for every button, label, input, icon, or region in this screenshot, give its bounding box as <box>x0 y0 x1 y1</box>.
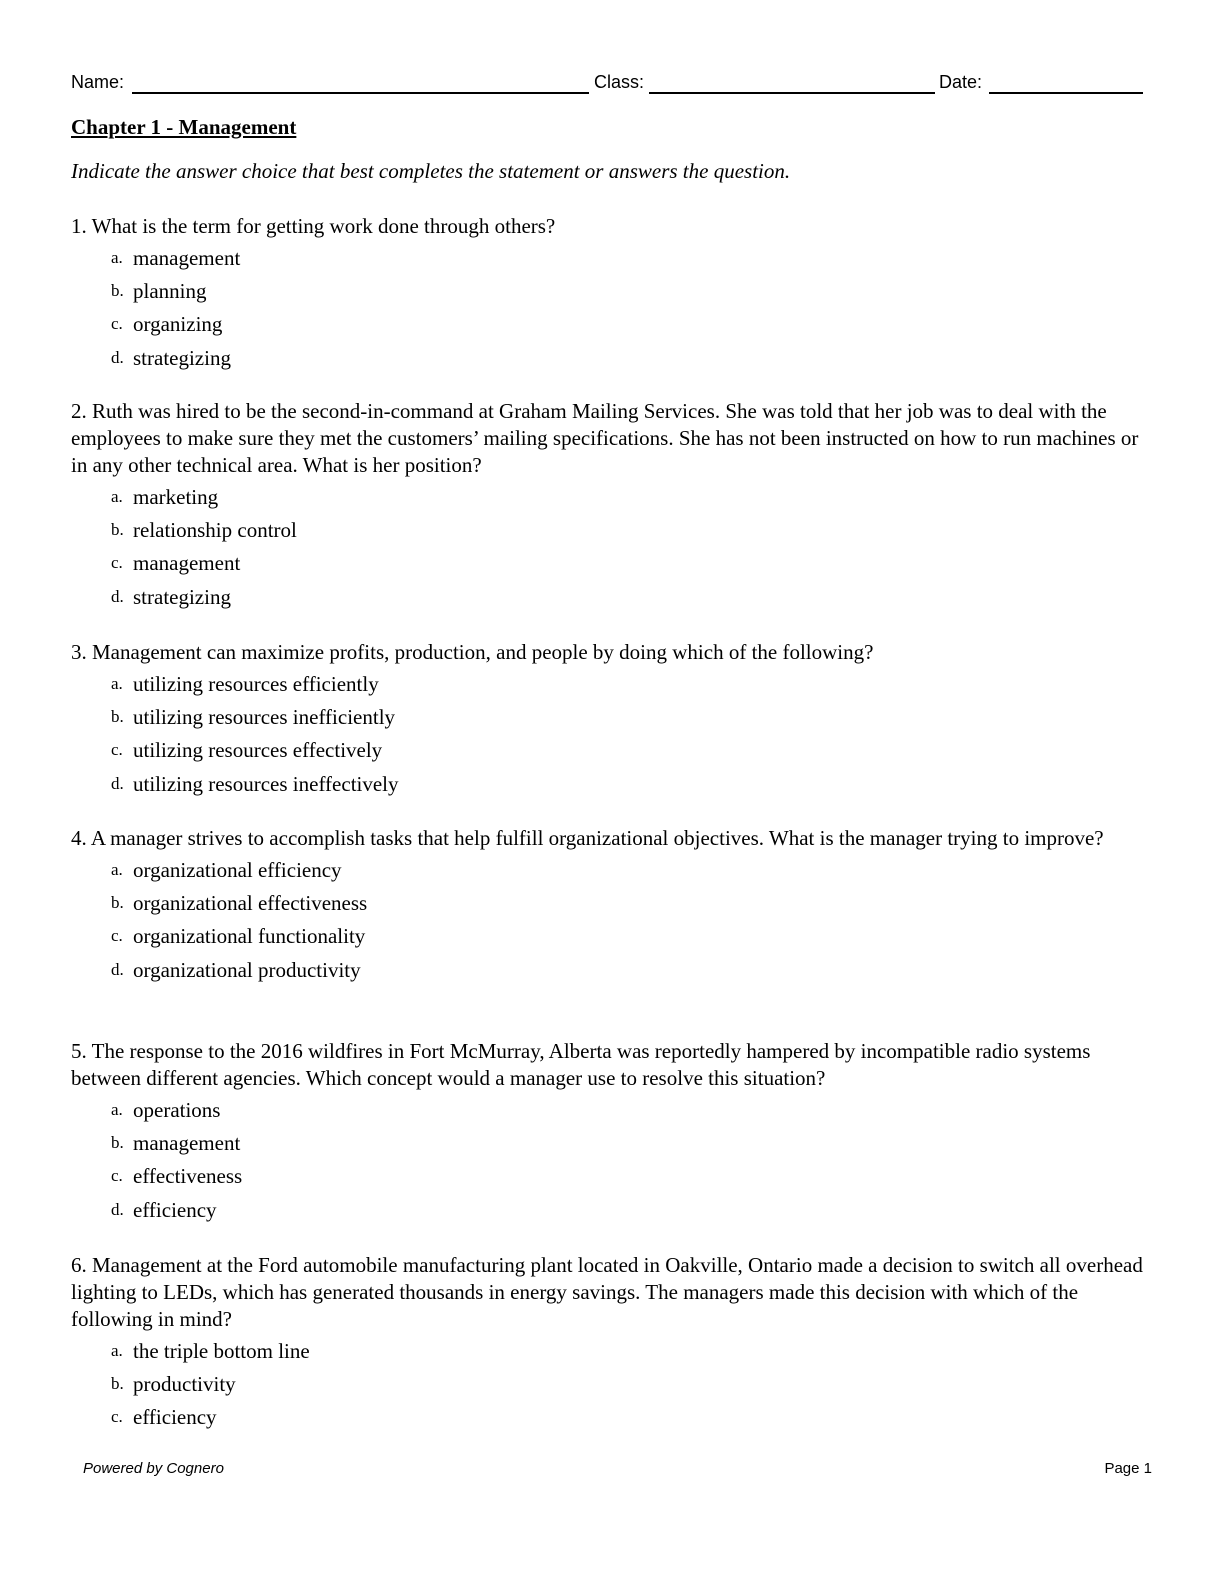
choice-letter: c. <box>111 1166 123 1186</box>
class-field[interactable] <box>649 92 935 94</box>
date-label: Date: <box>939 72 983 92</box>
choice-b[interactable] <box>71 276 1146 309</box>
choice-a[interactable] <box>71 1336 1146 1369</box>
choice-letter: c. <box>111 1407 123 1427</box>
choice-letter: d. <box>111 773 124 793</box>
choice-letter: d. <box>111 959 124 979</box>
choice-text: organizational efficiency <box>133 858 342 882</box>
choice-text: organizing <box>133 312 223 337</box>
choice-letter: a. <box>111 1100 123 1119</box>
answer-choices <box>71 243 1146 376</box>
question-6 <box>71 1252 1146 1436</box>
choice-a[interactable] <box>71 669 1146 702</box>
chapter-title: Chapter 1 - Management <box>71 115 297 139</box>
choice-text: planning <box>133 279 207 304</box>
choice-text: the triple bottom line <box>133 1339 310 1363</box>
question-text: 3. Management can maximize profits, production, and people by doing which of the following? <box>71 640 874 664</box>
name-label: Name: <box>71 72 125 92</box>
choice-letter: a. <box>111 487 123 506</box>
choice-letter: b. <box>111 707 124 727</box>
student-info-header <box>71 72 1143 98</box>
choice-c[interactable] <box>71 735 1146 768</box>
choice-letter: b. <box>111 281 124 301</box>
choice-text: strategizing <box>133 584 231 609</box>
choice-a[interactable] <box>71 482 1146 515</box>
choice-c[interactable] <box>71 921 1146 954</box>
choice-text: utilizing resources inefficiently <box>133 705 396 730</box>
choice-letter: d. <box>111 1199 124 1219</box>
choice-text: relationship control <box>133 518 297 543</box>
answer-choices <box>71 1095 1146 1228</box>
choice-letter: a. <box>111 860 123 879</box>
choice-letter: a. <box>111 1341 123 1360</box>
choice-letter: c. <box>111 553 123 573</box>
choice-b[interactable] <box>71 1128 1146 1161</box>
choice-text: management <box>133 1131 241 1156</box>
choice-a[interactable] <box>71 1095 1146 1128</box>
question-5 <box>71 1038 1146 1228</box>
choice-c[interactable] <box>71 309 1146 342</box>
question-text: 6. Management at the Ford automobile manufacturing plant located in Oakville, Ontario made a decision to switch all overhead lighting to LEDs, which has generated thousands in energy savings. The managers made this decision with which of the following in mind? <box>71 1253 1143 1331</box>
choice-letter: b. <box>111 1133 124 1153</box>
question-4 <box>71 825 1146 988</box>
choice-a[interactable] <box>71 855 1146 888</box>
choice-b[interactable] <box>71 702 1146 735</box>
date-field[interactable] <box>989 92 1143 94</box>
choice-text: organizational functionality <box>133 924 366 949</box>
question-text: 2. Ruth was hired to be the second-in-command at Graham Mailing Services. She was told that her job was to deal with the employees to make sure they met the customers’ mailing specifications. She has not been instructed on how to run machines or in any other technical area. What is her position? <box>71 399 1139 477</box>
choice-d[interactable] <box>71 955 1146 988</box>
choice-letter: c. <box>111 314 123 334</box>
choice-letter: b. <box>111 893 124 913</box>
choice-text: effectiveness <box>133 1164 243 1189</box>
choice-text: productivity <box>133 1372 236 1397</box>
powered-by-footer: Powered by Cognero <box>83 1460 224 1477</box>
choice-text: management <box>133 551 241 576</box>
question-text: 1. What is the term for getting work done through others? <box>71 214 556 238</box>
choice-text: organizational productivity <box>133 957 361 982</box>
answer-choices <box>71 482 1146 615</box>
answer-choices <box>71 1336 1146 1436</box>
question-2 <box>71 398 1146 615</box>
choice-letter: b. <box>111 1374 124 1394</box>
choice-c[interactable] <box>71 1402 1146 1435</box>
choice-a[interactable] <box>71 243 1146 276</box>
question-text: 4. A manager strives to accomplish tasks that help fulfill organizational objectives. What is the manager trying to improve? <box>71 826 1104 850</box>
choice-text: operations <box>133 1098 221 1122</box>
choice-text: management <box>133 246 241 270</box>
choice-letter: d. <box>111 347 124 367</box>
choice-d[interactable] <box>71 343 1146 376</box>
question-text: 5. The response to the 2016 wildfires in Fort McMurray, Alberta was reportedly hampered by incompatible radio systems between different agencies. Which concept would a manager use to resolve this situation? <box>71 1039 1091 1090</box>
instructions: Indicate the answer choice that best completes the statement or answers the question. <box>71 159 791 183</box>
choice-text: utilizing resources ineffectively <box>133 771 399 796</box>
question-3 <box>71 639 1146 802</box>
question-1 <box>71 213 1146 376</box>
choice-letter: a. <box>111 248 123 267</box>
name-field[interactable] <box>132 92 589 94</box>
choice-b[interactable] <box>71 515 1146 548</box>
choice-text: marketing <box>133 485 219 509</box>
choice-letter: c. <box>111 740 123 760</box>
page-number: Page 1 <box>1104 1460 1152 1477</box>
choice-text: efficiency <box>133 1197 217 1222</box>
choice-d[interactable] <box>71 1195 1146 1228</box>
choice-text: utilizing resources efficiently <box>133 672 379 696</box>
choice-text: strategizing <box>133 345 231 370</box>
choice-d[interactable] <box>71 582 1146 615</box>
choice-letter: c. <box>111 926 123 946</box>
answer-choices <box>71 855 1146 988</box>
answer-choices <box>71 669 1146 802</box>
choice-text: efficiency <box>133 1405 217 1430</box>
choice-text: utilizing resources effectively <box>133 738 383 763</box>
choice-letter: a. <box>111 674 123 693</box>
choice-c[interactable] <box>71 548 1146 581</box>
choice-letter: d. <box>111 586 124 606</box>
choice-d[interactable] <box>71 769 1146 802</box>
choice-c[interactable] <box>71 1161 1146 1194</box>
choice-text: organizational effectiveness <box>133 891 368 916</box>
choice-b[interactable] <box>71 1369 1146 1402</box>
choice-b[interactable] <box>71 888 1146 921</box>
class-label: Class: <box>594 72 645 92</box>
choice-letter: b. <box>111 520 124 540</box>
